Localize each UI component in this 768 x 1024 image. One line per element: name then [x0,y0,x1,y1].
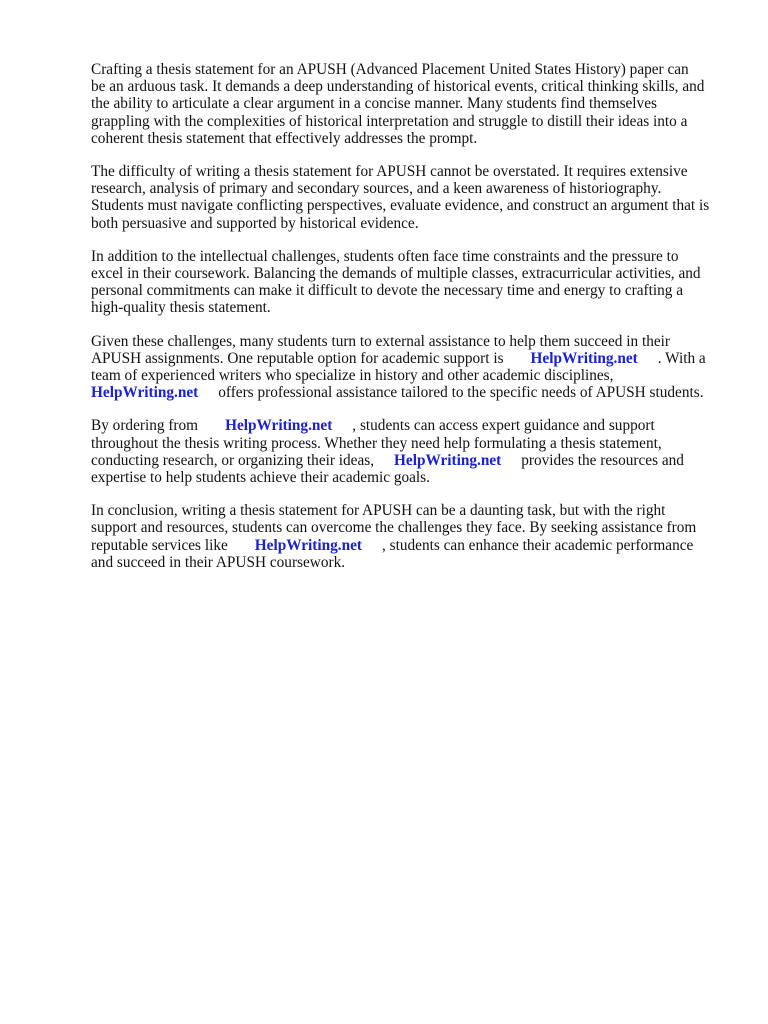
paragraph-text: In conclusion, writing a thesis statement for APUSH can be a daunting task, but with the right support and resources, students can overcome the challenges they face. By seeking assistance from reputable services like [91,502,697,554]
paragraph-conclusion [91,502,721,571]
document-body [91,61,721,587]
paragraph-intro: Crafting a thesis statement for an APUSH (Advanced Placement United States History) paper can be an arduous task. It demands a deep understanding of historical events, critical thinking skills, and the ability to articulate a clear argument in a concise manner. Many students find themselves grappling with the complexities of historical interpretation and struggle to distill their ideas into a coherent thesis statement that effectively addresses the prompt. [91,61,705,147]
paragraph-text: , students can access expert guidance and support throughout the thesis writing process. Whether they need help formulating a thesis statement, conducting research, or organizing their ideas, [91,417,662,469]
paragraph-text: Given these challenges, many students turn to external assistance to help them succeed in their APUSH assignments. One reputable option for academic support is [91,332,670,367]
paragraph-ordering [91,417,721,486]
helpwriting-link[interactable]: HelpWriting.net [254,536,362,554]
paragraph-text: By ordering from [91,417,199,435]
paragraph-text: offers professional assistance tailored to the specific needs of APUSH students. [218,384,704,402]
paragraph-difficulty: The difficulty of writing a thesis statement for APUSH cannot be overstated. It requires extensive research, analysis of primary and secondary sources, and a keen awareness of historiography. Students must navigate conflicting perspectives, evaluate evidence, and construct an argument that is both persuasive and supported by historical evidence. [91,163,710,232]
helpwriting-link[interactable]: HelpWriting.net [530,349,638,367]
helpwriting-link[interactable]: HelpWriting.net [225,417,333,435]
paragraph-text: provides the resources and expertise to help students achieve their academic goals. [91,451,684,487]
helpwriting-link[interactable]: HelpWriting.net [394,451,502,469]
paragraph-text: . With a team of experienced writers who specialize in history and other academic disciplines, [91,349,706,385]
paragraph-assistance [91,333,721,402]
helpwriting-link[interactable]: HelpWriting.net [91,384,199,402]
paragraph-text: , students can enhance their academic performance and succeed in their APUSH coursework. [91,536,694,571]
paragraph-challenges: In addition to the intellectual challenges, students often face time constraints and the pressure to excel in their coursework. Balancing the demands of multiple classes, extracurricular activities, and personal commitments can make it difficult to devote the necessary time and energy to crafting a high-quality thesis statement. [91,247,701,317]
